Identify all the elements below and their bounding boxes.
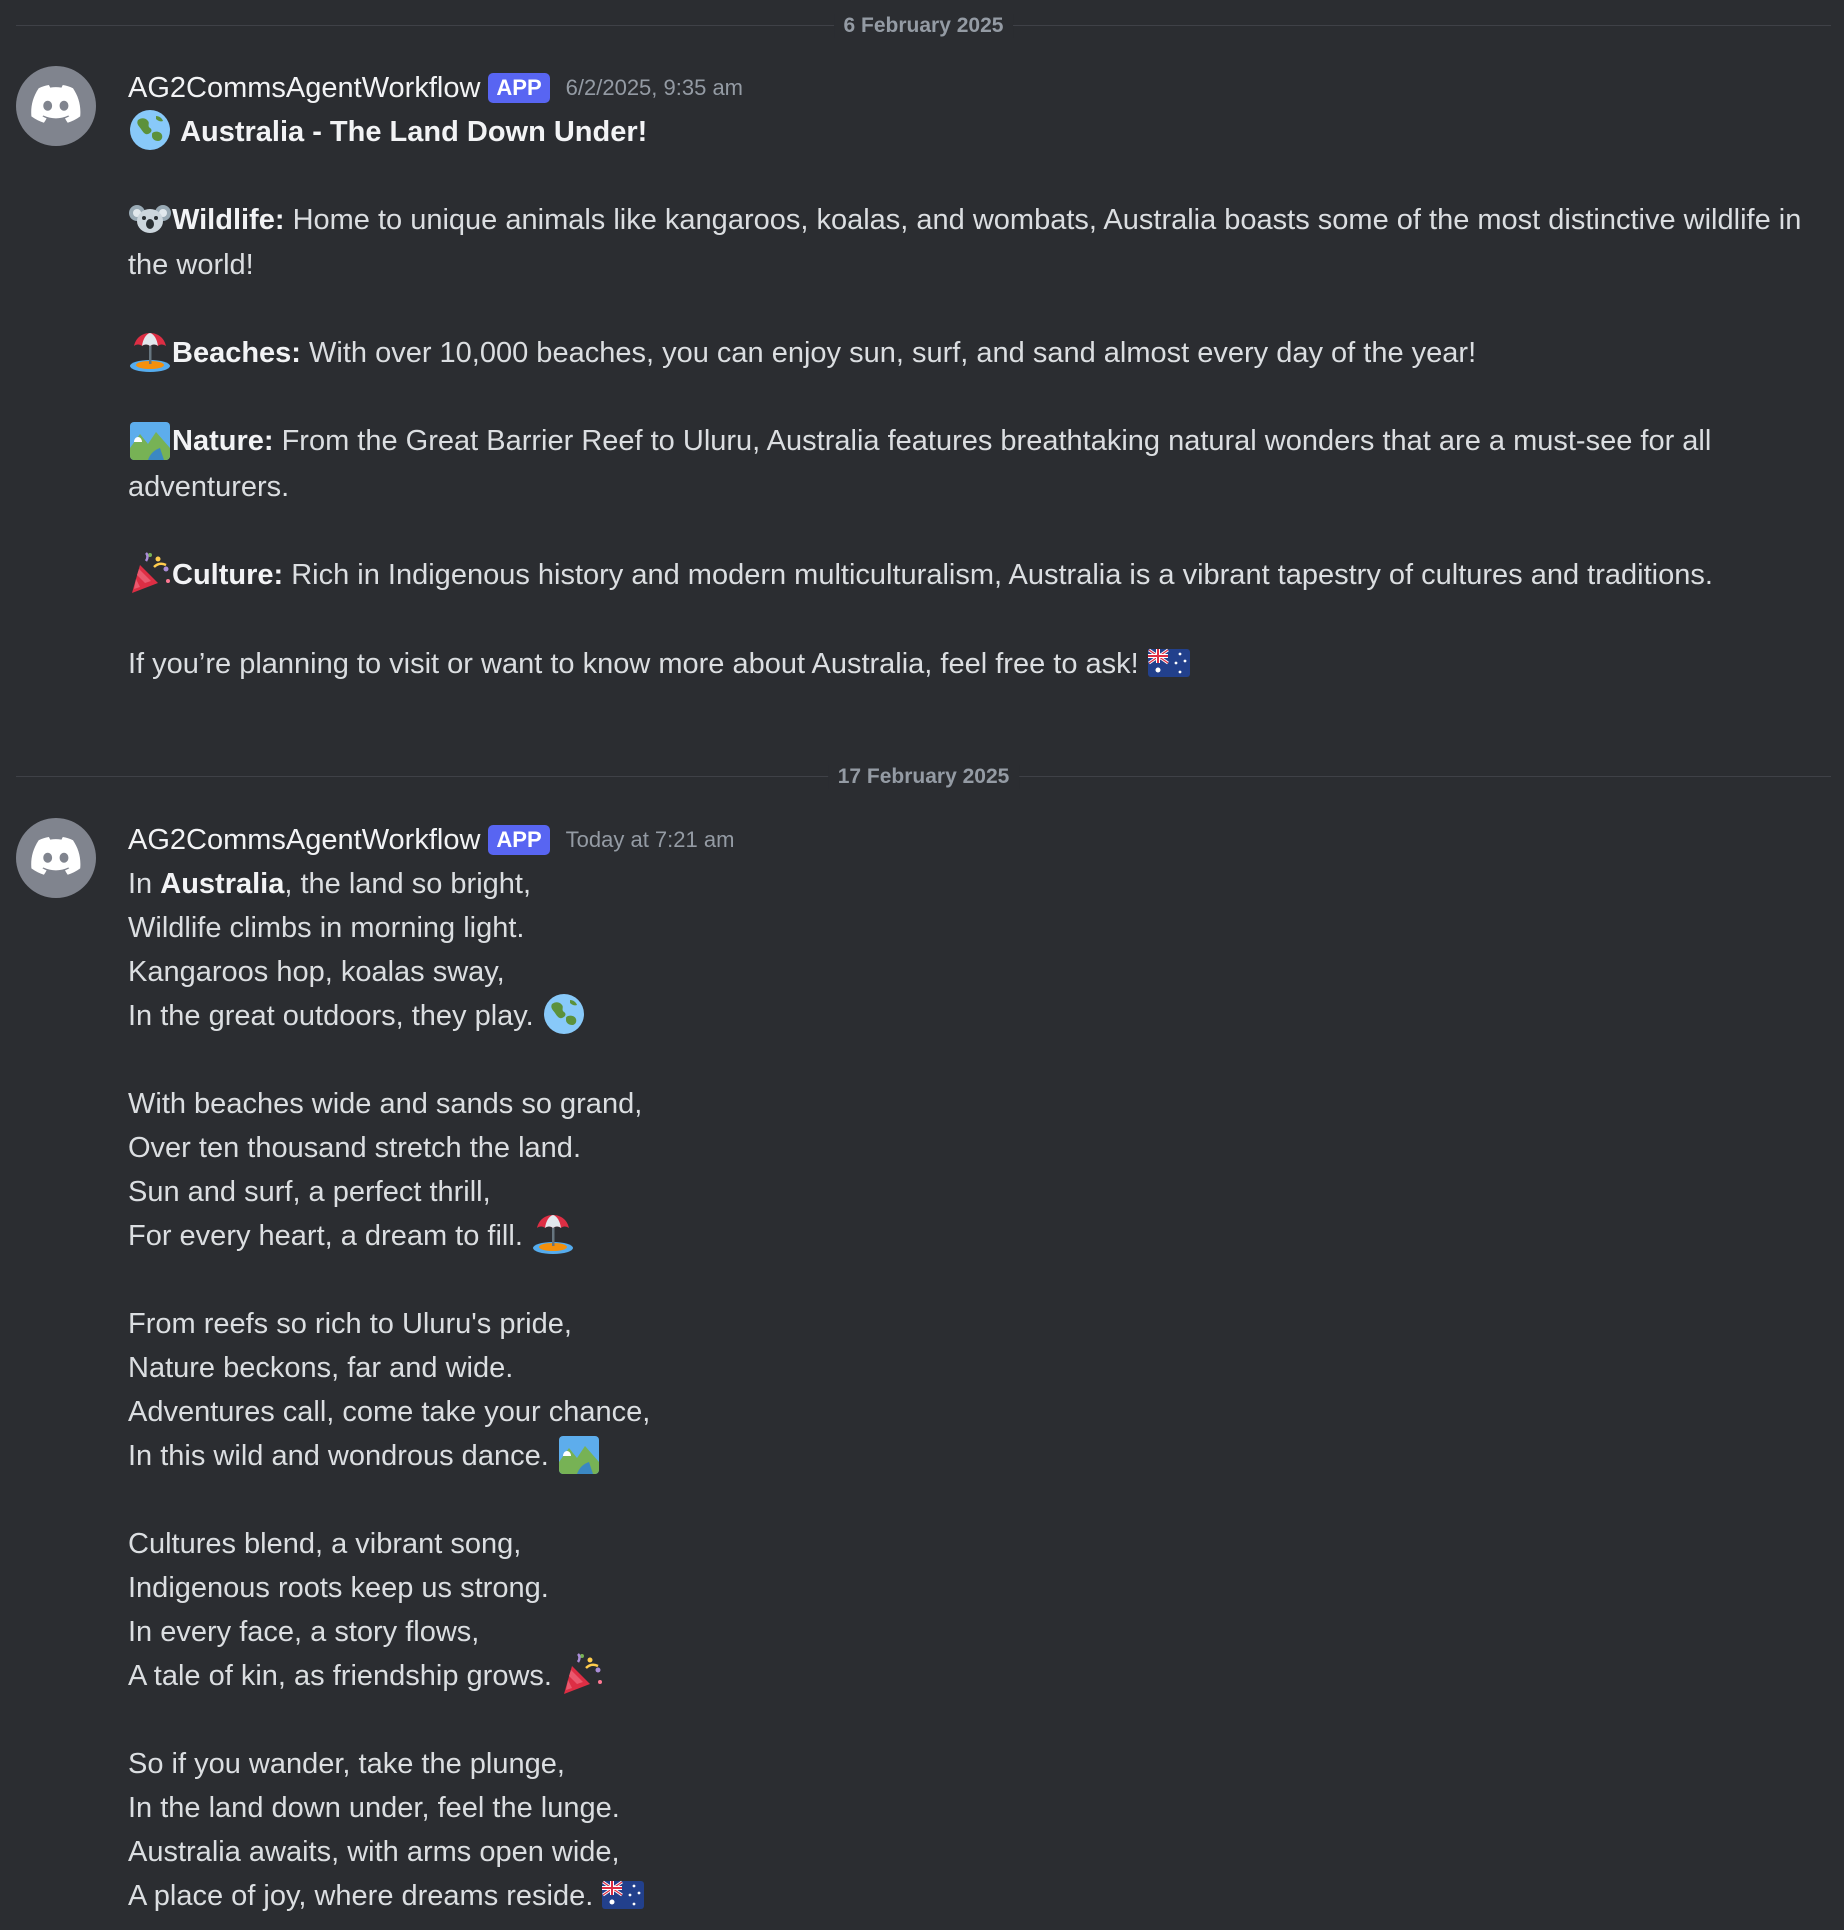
poem-line	[128, 1654, 1828, 1698]
poem-line	[128, 1874, 1828, 1918]
poem-line: So if you wander, take the plunge,	[128, 1748, 565, 1780]
party-popper-icon	[128, 551, 172, 595]
poem-line	[128, 1214, 1828, 1258]
poem-line	[128, 994, 1828, 1038]
date-divider-label: 6 February 2025	[834, 14, 1014, 38]
app-badge: APP	[488, 73, 549, 103]
wildlife-text: Home to unique animals like kangaroos, koalas, and wombats, Australia boasts some of the most distinctive wildlife in the world!	[128, 204, 1802, 282]
discord-logo-icon	[31, 837, 81, 880]
username[interactable]: AG2CommsAgentWorkflow	[128, 823, 481, 856]
message-title-line	[128, 110, 1828, 154]
globe-asia-australia-icon	[128, 108, 172, 152]
culture-text: Rich in Indigenous history and modern multiculturalism, Australia is a vibrant tapestry of cultures and traditions.	[283, 558, 1713, 591]
beaches-paragraph	[128, 331, 1828, 375]
beach-umbrella-icon	[531, 1212, 575, 1256]
beaches-label: Beaches:	[172, 337, 301, 370]
australia-flag-icon	[1147, 640, 1191, 684]
globe-asia-australia-icon	[542, 992, 586, 1036]
poem-line: From reefs so rich to Uluru's pride,	[128, 1308, 572, 1340]
poem-line: Kangaroos hop, koalas sway,	[128, 956, 505, 988]
message-title: Australia - The Land Down Under!	[180, 116, 648, 148]
poem-line: Nature beckons, far and wide.	[128, 1352, 514, 1384]
poem-line: Cultures blend, a vibrant song,	[128, 1528, 522, 1560]
poem-line: Sun and surf, a perfect thrill,	[128, 1176, 491, 1208]
poem-text: For every heart, a dream to fill.	[128, 1220, 531, 1252]
message-content	[128, 818, 1828, 1918]
poem-text: A place of joy, where dreams reside.	[128, 1880, 602, 1912]
nature-label: Nature:	[172, 425, 274, 458]
poem-text: , the land so bright,	[284, 868, 532, 900]
wildlife-label: Wildlife:	[172, 204, 285, 236]
avatar[interactable]	[16, 818, 96, 898]
poem-line: Adventures call, come take your chance,	[128, 1396, 651, 1428]
national-park-icon	[128, 418, 172, 462]
poem-text: In this wild and wondrous dance.	[128, 1440, 557, 1472]
nature-text: From the Great Barrier Reef to Uluru, Australia features breathtaking natural wonders that are a must-see for all adventurers.	[128, 425, 1712, 503]
poem-line: In every face, a story flows,	[128, 1616, 480, 1648]
national-park-icon	[557, 1432, 601, 1476]
timestamp[interactable]: 6/2/2025, 9:35 am	[565, 75, 744, 100]
avatar[interactable]	[16, 66, 96, 146]
australia-flag-icon	[601, 1872, 645, 1916]
date-divider-label: 17 February 2025	[828, 765, 1020, 789]
poem-text: In the great outdoors, they play.	[128, 1000, 542, 1032]
message-header	[128, 66, 1828, 110]
beaches-text: With over 10,000 beaches, you can enjoy sun, surf, and sand almost every day of the year!	[300, 337, 1477, 370]
poem-text: A tale of kin, as friendship grows.	[128, 1660, 560, 1692]
poem-line: In the land down under, feel the lunge.	[128, 1792, 620, 1824]
koala-icon	[128, 196, 172, 240]
message-header	[128, 818, 1828, 862]
beach-umbrella-icon	[128, 330, 172, 374]
timestamp[interactable]: Today at 7:21 am	[565, 827, 735, 852]
discord-logo-icon	[31, 85, 81, 128]
wildlife-paragraph	[128, 198, 1828, 287]
poem-bold-word: Australia	[160, 868, 285, 900]
poem-line: Australia awaits, with arms open wide,	[128, 1836, 620, 1868]
app-badge: APP	[488, 825, 549, 855]
poem-line: With beaches wide and sands so grand,	[128, 1088, 643, 1120]
poem-text: In	[128, 868, 161, 900]
nature-paragraph	[128, 419, 1828, 508]
message-content	[128, 66, 1828, 686]
username[interactable]: AG2CommsAgentWorkflow	[128, 71, 481, 104]
closing-paragraph	[128, 642, 1828, 686]
culture-paragraph	[128, 553, 1828, 598]
poem-line: Indigenous roots keep us strong.	[128, 1572, 549, 1604]
poem-line	[128, 862, 1828, 906]
closing-text: If you’re planning to visit or want to know more about Australia, feel free to ask!	[128, 648, 1147, 681]
poem-line: Over ten thousand stretch the land.	[128, 1132, 581, 1164]
poem-line	[128, 1434, 1828, 1478]
date-divider	[16, 14, 1831, 37]
poem-line: Wildlife climbs in morning light.	[128, 912, 525, 944]
culture-label: Culture:	[172, 558, 284, 591]
date-divider	[16, 765, 1831, 788]
party-popper-icon	[560, 1652, 604, 1696]
